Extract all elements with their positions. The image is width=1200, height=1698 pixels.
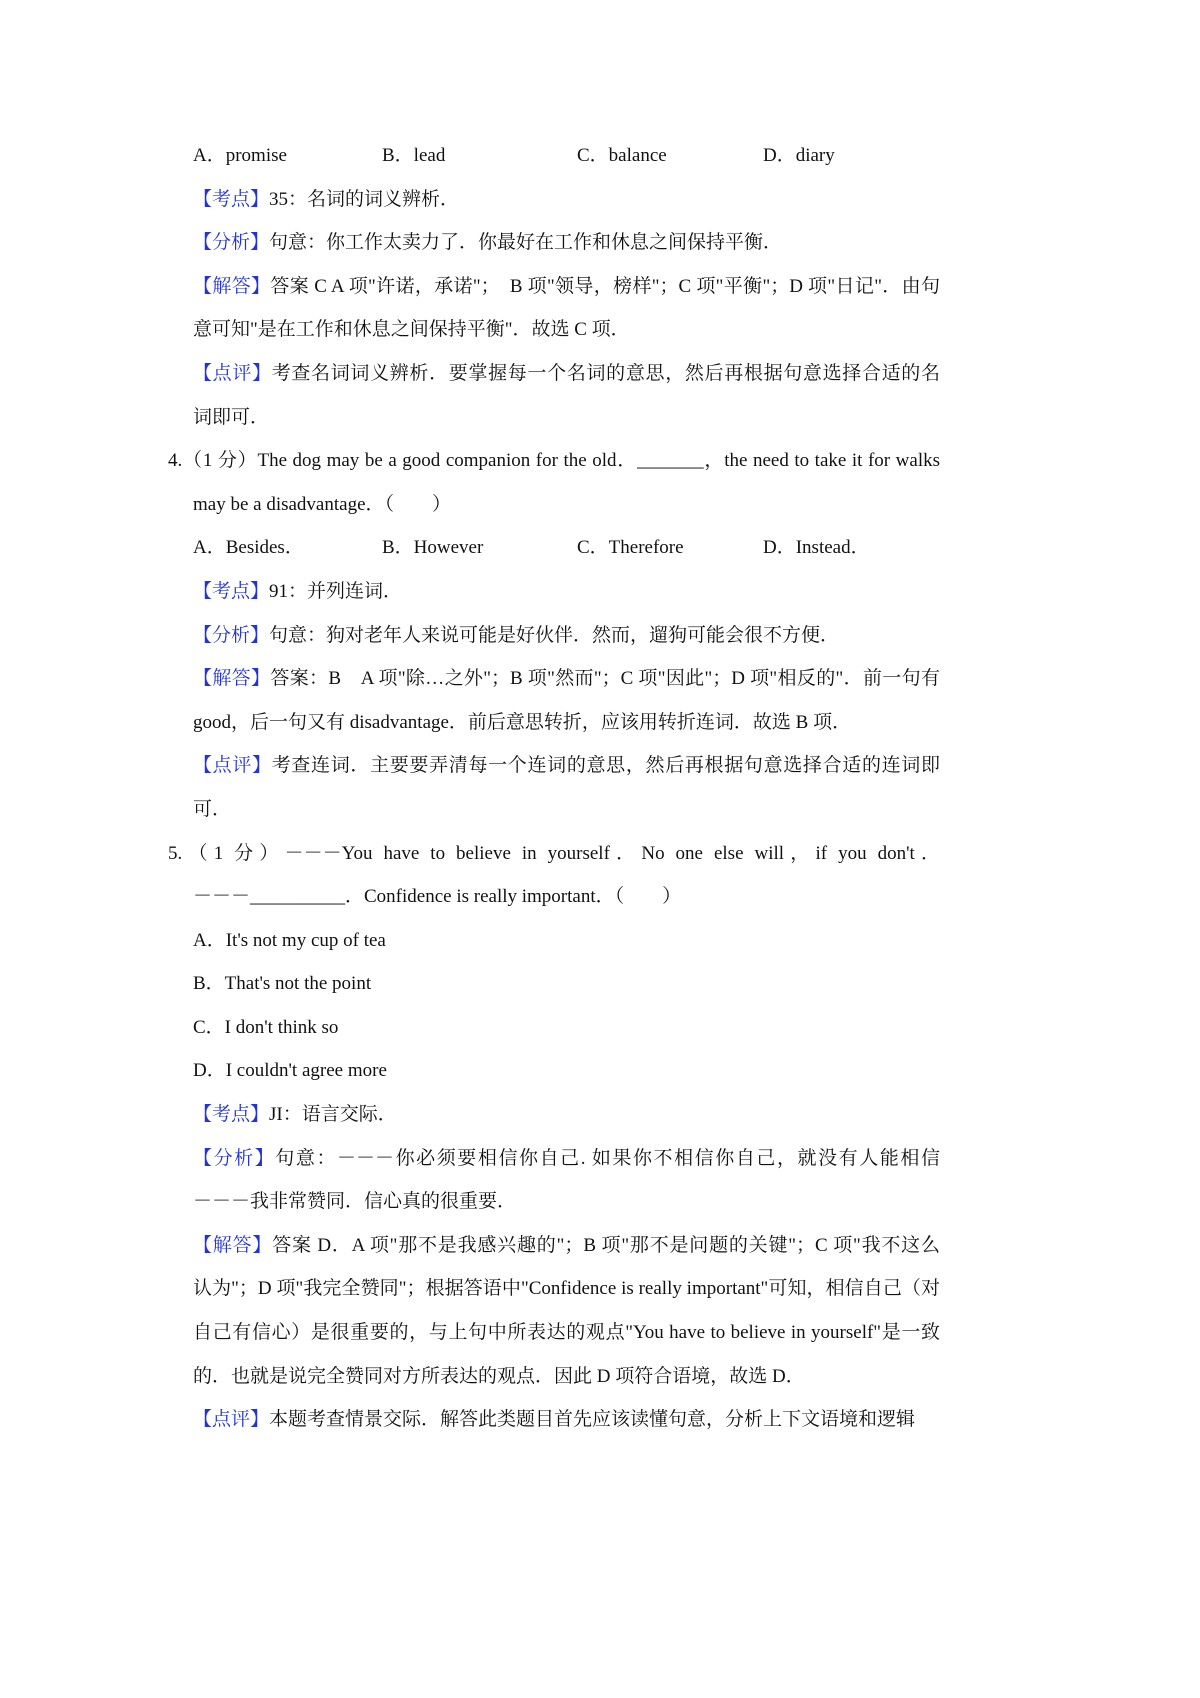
jieda-line bbox=[193, 1355, 940, 1399]
jieda-tag: 【解答】 bbox=[193, 1234, 273, 1256]
dianping-text: 考查连词．主要要弄清每一个连词的意思，然后再根据句意选择合适的连词即 bbox=[271, 755, 940, 777]
dianping-text: 本题考查情景交际．解答此类题目首先应该读懂句意，分析上下文语境和逻辑 bbox=[269, 1409, 916, 1431]
question-stem-line: 5.（1 分）－－－You have to believe in yourself．No one else will，if you don't． bbox=[168, 842, 940, 864]
jieda-line bbox=[193, 1224, 940, 1268]
option-item: D．I couldn't agree more bbox=[193, 1060, 387, 1082]
jieda-tag: 【解答】 bbox=[193, 668, 271, 690]
option-item: B．That's not the point bbox=[193, 973, 372, 995]
dianping-line bbox=[193, 744, 940, 788]
jieda-text: 的．也就是说完全赞同对方所表达的观点．因此 D 项符合语境，故选 D． bbox=[193, 1365, 805, 1387]
fenxi-text: 句意：－－－你必须要相信你自己. 如果你不相信你自己，就没有人能相信 bbox=[275, 1147, 940, 1169]
kaodian-text: JI：语言交际． bbox=[269, 1104, 397, 1126]
dianping-text: 可． bbox=[193, 798, 232, 820]
fenxi-tag: 【分析】 bbox=[193, 1147, 276, 1169]
dianping-tag: 【点评】 bbox=[193, 1409, 270, 1431]
fenxi-text: 句意：狗对老年人来说可能是好伙伴．然而，遛狗可能会很不方便． bbox=[269, 624, 840, 646]
dianping-line bbox=[193, 788, 940, 832]
question-stem-line: may be a disadvantage．（ ） bbox=[193, 493, 452, 515]
kaodian-text: 91：并列连词． bbox=[269, 580, 403, 602]
jieda-line bbox=[193, 657, 940, 701]
option-d: D．Instead． bbox=[763, 537, 870, 559]
options-row bbox=[193, 526, 940, 570]
jieda-text: 答案：B A 项"除…之外"；B 项"然而"；C 项"因此"；D 项"相反的"．前一句有 bbox=[270, 668, 940, 690]
fenxi-line bbox=[193, 221, 940, 265]
jieda-tag: 【解答】 bbox=[193, 275, 271, 297]
question-stem-line: 4.（1 分）The dog may be a good companion for the old．_______，the need to take it for walks bbox=[168, 450, 940, 472]
option-b: B．However bbox=[382, 537, 484, 559]
fenxi-line bbox=[193, 1180, 940, 1224]
fenxi-line bbox=[193, 1137, 940, 1181]
kaodian-line bbox=[193, 1093, 940, 1137]
fenxi-text: －－－我非常赞同．信心真的很重要． bbox=[193, 1191, 517, 1213]
jieda-line bbox=[193, 265, 940, 309]
dianping-line bbox=[193, 352, 940, 396]
dianping-line bbox=[193, 1398, 940, 1442]
jieda-text: 答案 D．A 项"那不是我感兴趣的"；B 项"那不是问题的关键"；C 项"我不这么 bbox=[272, 1234, 940, 1256]
jieda-line bbox=[193, 1267, 940, 1311]
kaodian-tag: 【考点】 bbox=[193, 1104, 270, 1126]
document-page bbox=[168, 134, 940, 1442]
option-d: D．diary bbox=[763, 145, 835, 166]
dianping-tag: 【点评】 bbox=[193, 362, 272, 384]
fenxi-tag: 【分析】 bbox=[193, 624, 270, 646]
kaodian-tag: 【考点】 bbox=[193, 580, 270, 602]
jieda-text: 自己有信心）是很重要的，与上句中所表达的观点"You have to believe in yourself"是一致 bbox=[193, 1322, 940, 1344]
option-a: A．promise bbox=[193, 145, 287, 166]
kaodian-text: 35：名词的词义辨析． bbox=[269, 188, 460, 210]
jieda-line bbox=[193, 308, 940, 352]
fenxi-text: 句意：你工作太卖力了．你最好在工作和休息之间保持平衡． bbox=[269, 232, 783, 254]
jieda-line bbox=[193, 701, 940, 745]
fenxi-line bbox=[193, 614, 940, 658]
jieda-text: 答案 C A 项"许诺，承诺"； B 项"领导，榜样"；C 项"平衡"；D 项"日记"．由句 bbox=[270, 275, 940, 297]
jieda-text: 意可知"是在工作和休息之间保持平衡"．故选 C 项． bbox=[193, 319, 630, 341]
options-row bbox=[193, 134, 940, 178]
dianping-text: 词即可． bbox=[193, 406, 270, 428]
jieda-line bbox=[193, 1311, 940, 1355]
jieda-text: 认为"；D 项"我完全赞同"；根据答语中"Confidence is really important"可知，相信自己（对 bbox=[193, 1278, 940, 1300]
kaodian-tag: 【考点】 bbox=[193, 188, 270, 210]
dianping-text: 考查名词词义辨析．要掌握每一个名词的意思，然后再根据句意选择合适的名 bbox=[271, 362, 940, 384]
option-item: C．I don't think so bbox=[193, 1016, 339, 1038]
fenxi-tag: 【分析】 bbox=[193, 232, 270, 254]
dianping-tag: 【点评】 bbox=[193, 755, 272, 777]
option-b: B．lead bbox=[382, 145, 446, 166]
kaodian-line bbox=[193, 570, 940, 614]
option-item: A．It's not my cup of tea bbox=[193, 929, 386, 951]
option-a: A．Besides． bbox=[193, 537, 304, 559]
question-stem-line: －－－__________．Confidence is really important．（ ） bbox=[193, 886, 682, 908]
kaodian-line bbox=[193, 178, 940, 222]
option-c: C．balance bbox=[577, 145, 667, 166]
dianping-line bbox=[193, 396, 940, 440]
option-c: C．Therefore bbox=[577, 537, 684, 559]
jieda-text: good，后一句又有 disadvantage．前后意思转折，应该用转折连词．故选 B 项． bbox=[193, 711, 852, 733]
